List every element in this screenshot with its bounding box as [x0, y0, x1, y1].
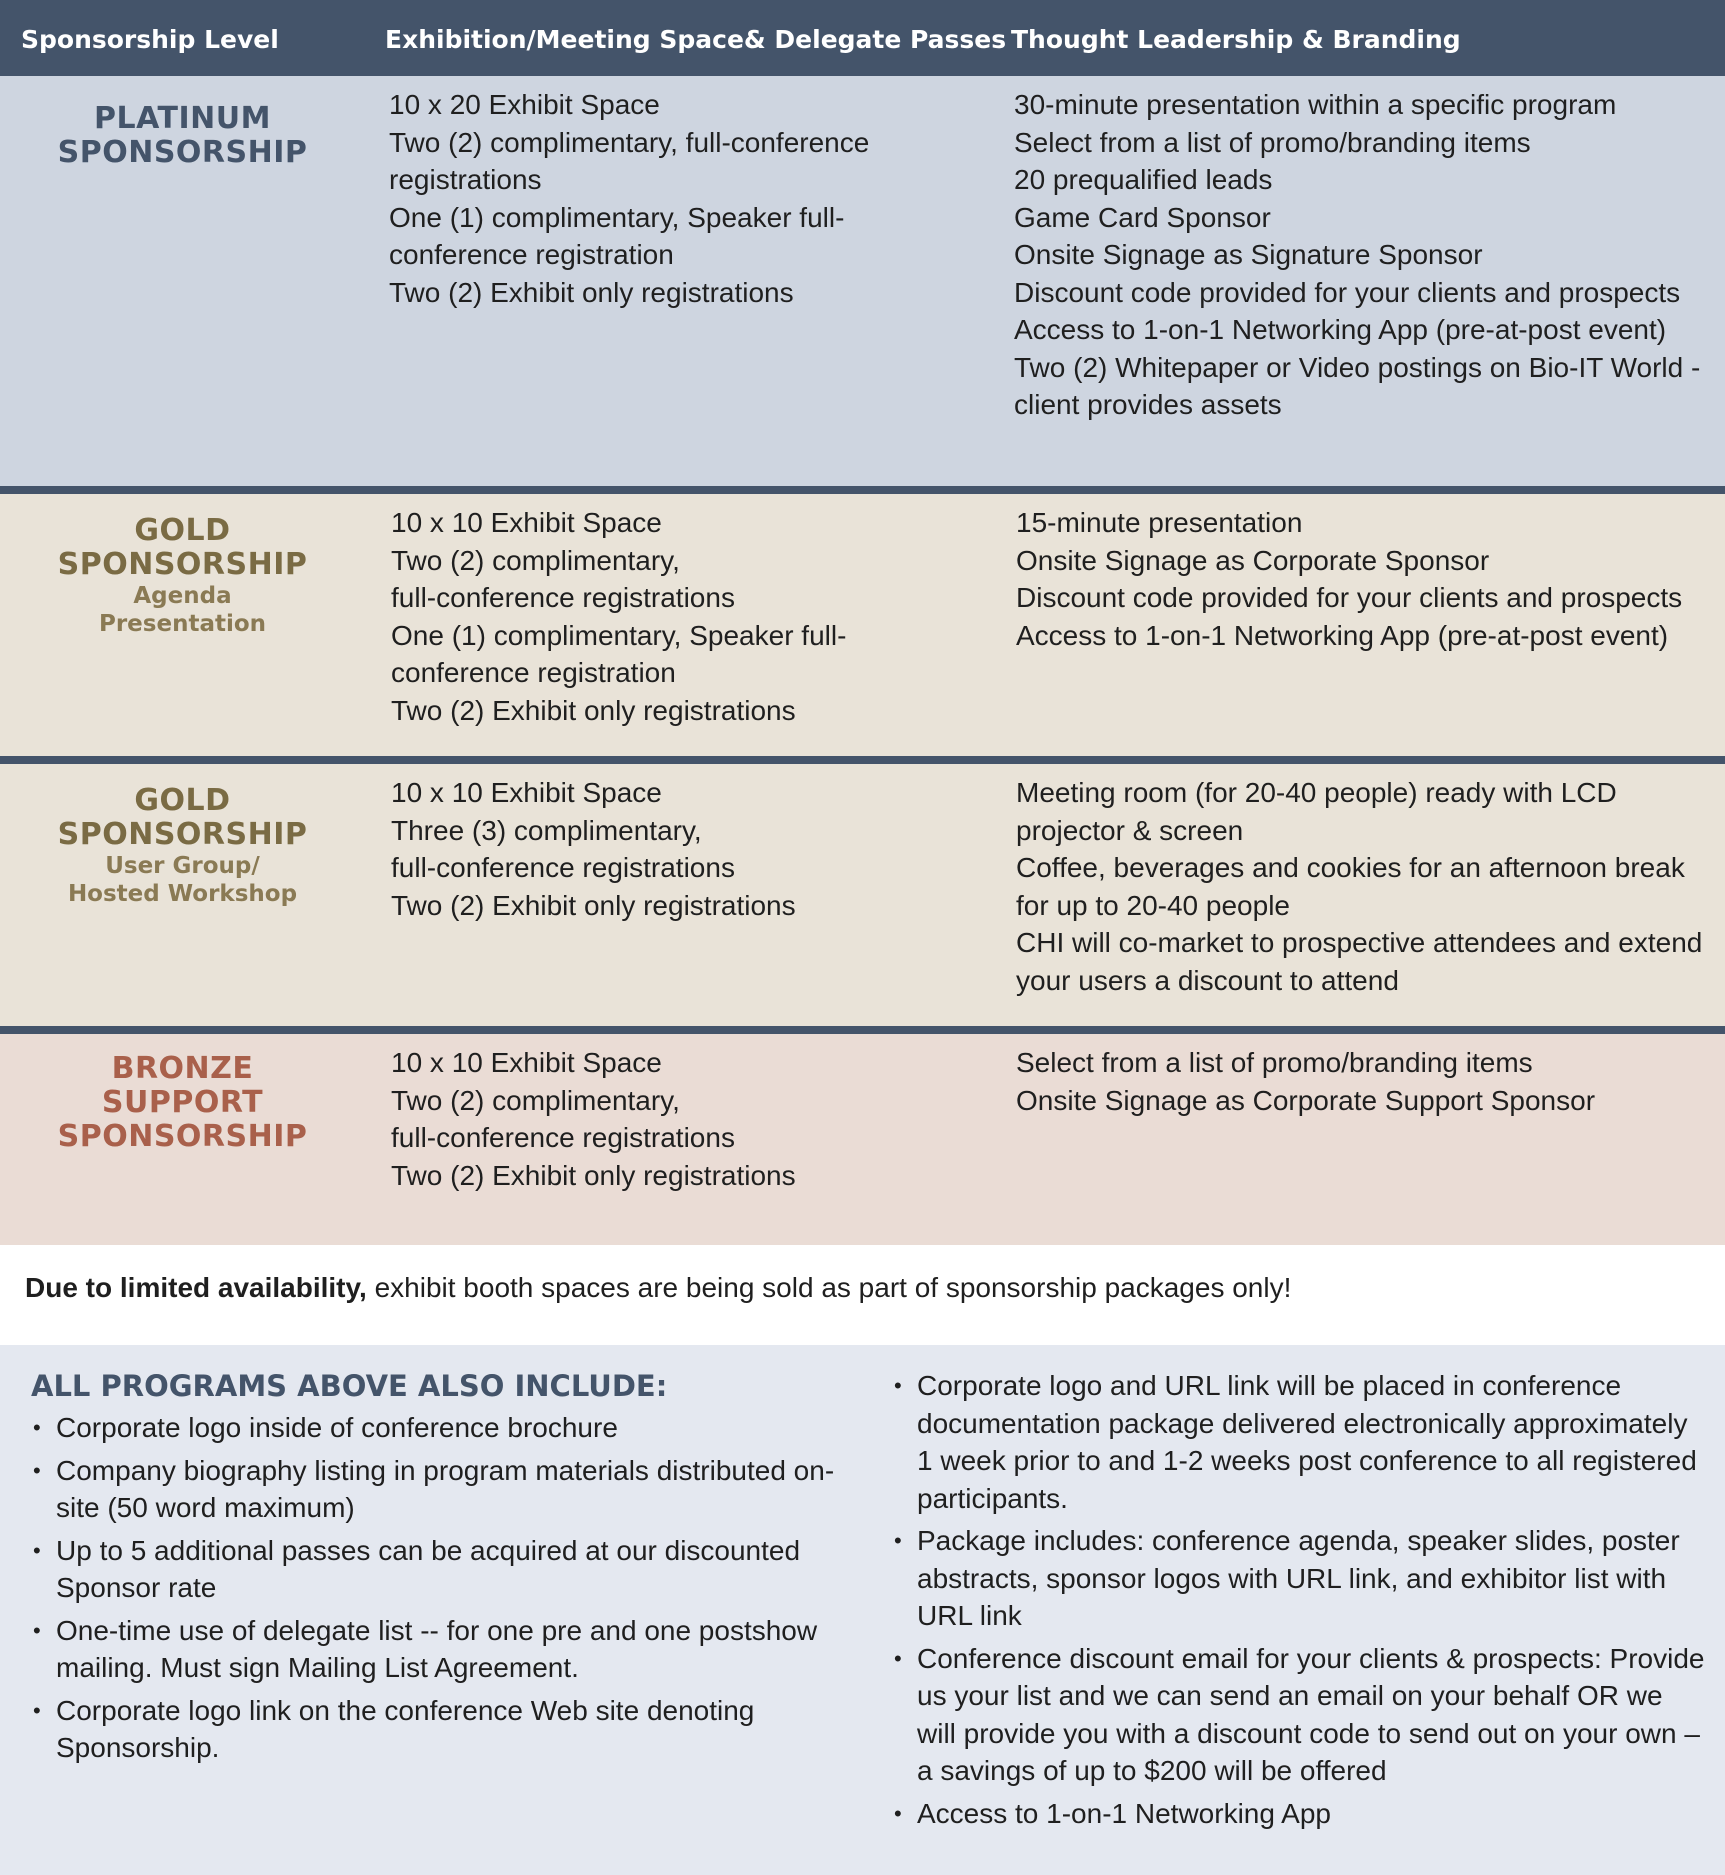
branding-item: CHI will co-market to prospective attendees and extend your users a discount to attend: [1016, 927, 1703, 996]
list-item-text: Corporate logo and URL link will be placed in conference documentation package delivered electronically approximately 1 week prior to and 1-2 weeks post conference to all registered participants.: [917, 1370, 1697, 1514]
branding-cell: [1016, 504, 1716, 654]
row-divider: [0, 1026, 1725, 1034]
list-item: [31, 1692, 861, 1767]
passes-item: One (1) complimentary, Speaker full-conference registration: [389, 201, 845, 270]
branding-cell: [1016, 1044, 1716, 1119]
bullet-icon: •: [894, 1373, 902, 1398]
bullet-icon: •: [33, 1537, 41, 1563]
passes-item: full-conference registrations: [391, 1122, 735, 1153]
bullet-icon: •: [33, 1457, 41, 1483]
level-line: PLATINUM: [94, 101, 271, 136]
passes-item: Two (2) Exhibit only registrations: [391, 694, 796, 726]
passes-item: 10 x 20 Exhibit Space: [389, 89, 660, 120]
level-line: SPONSORSHIP: [57, 1119, 308, 1154]
level-subtitle: User Group/: [105, 853, 260, 879]
level-line: BRONZE: [111, 1051, 254, 1086]
list-item-text: Up to 5 additional passes can be acquired at our discounted Sponsor rate: [56, 1534, 801, 1603]
header-thought-leadership: Thought Leadership & Branding: [1011, 25, 1461, 54]
passes-item: Two (2) Exhibit only registrations: [391, 1159, 796, 1191]
list-item: [892, 1795, 1707, 1833]
branding-item: Onsite Signage as Corporate Support Sponsor: [1016, 1084, 1596, 1116]
bullet-icon: •: [894, 1528, 902, 1553]
row-gold-workshop: [0, 764, 1725, 1026]
passes-item: Three (3) complimentary,: [391, 814, 702, 846]
branding-item: Onsite Signage as Corporate Sponsor: [1016, 544, 1490, 576]
list-item-text: One-time use of delegate list -- for one pre and one postshow mailing. Must sign Mailing List Agreement.: [56, 1614, 818, 1683]
row-bronze: [0, 1034, 1725, 1245]
branding-item: Coffee, beverages and cookies for an afternoon break for up to 20-40 people: [1016, 852, 1685, 921]
branding-item: Select from a list of promo/branding items: [1014, 126, 1531, 158]
list-item: [31, 1612, 861, 1687]
level-line: GOLD: [134, 513, 231, 548]
level-line: SPONSORSHIP: [57, 817, 308, 852]
bullet-icon: •: [894, 1800, 902, 1826]
level-name: [0, 784, 365, 908]
list-item: [892, 1367, 1707, 1517]
passes-item: Two (2) Exhibit only registrations: [389, 276, 794, 308]
branding-item: Discount code provided for your clients and prospects: [1014, 276, 1681, 308]
branding-item: 20 prequalified leads: [1014, 164, 1273, 195]
branding-item: Access to 1-on-1 Networking App (pre-at-post event): [1016, 619, 1669, 651]
list-item-text: Company biography listing in program materials distributed on-site (50 word maximum): [56, 1454, 835, 1523]
list-item: [892, 1522, 1707, 1635]
branding-item: Two (2) Whitepaper or Video postings on Bio-IT World - client provides assets: [1014, 351, 1701, 420]
includes-list-left: [31, 1409, 861, 1772]
passes-item: full-conference registrations: [391, 852, 735, 883]
passes-item: 10 x 10 Exhibit Space: [391, 1047, 662, 1078]
includes-list-right: [892, 1367, 1707, 1837]
passes-item: Two (2) complimentary, full-conference registrations: [389, 126, 870, 195]
list-item: [31, 1532, 861, 1607]
branding-item: 15-minute presentation: [1016, 507, 1303, 538]
includes-panel: [0, 1345, 1725, 1875]
notice-text: exhibit booth spaces are being sold as part of sponsorship packages only!: [366, 1272, 1292, 1303]
list-item-text: Access to 1-on-1 Networking App: [917, 1797, 1331, 1829]
passes-item: Two (2) Exhibit only registrations: [391, 889, 796, 921]
level-line: SUPPORT: [101, 1085, 264, 1120]
list-item: [31, 1409, 861, 1447]
level-subtitle: Presentation: [98, 611, 267, 637]
availability-notice: [25, 1270, 1705, 1306]
passes-cell: [391, 1044, 951, 1194]
branding-item: Select from a list of promo/branding items: [1016, 1047, 1533, 1078]
passes-item: Two (2) complimentary,: [391, 544, 680, 576]
header-exhibition-passes: Exhibition/Meeting Space& Delegate Passes: [385, 25, 1007, 54]
level-line: SPONSORSHIP: [57, 135, 308, 170]
level-name: [0, 102, 365, 170]
level-line: SPONSORSHIP: [57, 547, 308, 582]
row-divider: [0, 756, 1725, 764]
passes-cell: [389, 86, 949, 311]
level-line: GOLD: [134, 783, 231, 818]
branding-item: Discount code provided for your clients and prospects: [1016, 582, 1683, 613]
list-item-text: Package includes: conference agenda, speaker slides, poster abstracts, sponsor logos with URL link, and exhibitor list with URL link: [917, 1525, 1680, 1631]
level-subtitle: Agenda: [133, 583, 232, 609]
branding-item: Onsite Signage as Signature Sponsor: [1014, 239, 1483, 270]
level-name: [0, 1052, 365, 1154]
passes-item: full-conference registrations: [391, 582, 735, 613]
list-item: [31, 1452, 861, 1527]
table-header: [0, 0, 1725, 76]
passes-cell: [391, 504, 951, 729]
passes-item: Two (2) complimentary,: [391, 1084, 680, 1116]
bullet-icon: •: [894, 1645, 902, 1671]
passes-item: One (1) complimentary, Speaker full-conference registration: [391, 619, 847, 688]
passes-cell: [391, 774, 951, 924]
branding-item: Meeting room (for 20-40 people) ready with LCD projector & screen: [1016, 777, 1617, 846]
bullet-icon: •: [33, 1617, 41, 1643]
branding-cell: [1014, 86, 1714, 424]
bullet-icon: •: [33, 1415, 41, 1440]
bullet-icon: •: [33, 1697, 41, 1723]
header-sponsorship-level: Sponsorship Level: [21, 25, 279, 54]
row-platinum: [0, 76, 1725, 486]
row-divider: [0, 486, 1725, 494]
branding-item: 30-minute presentation within a specific program: [1014, 89, 1617, 120]
level-name: [0, 514, 365, 638]
list-item-text: Conference discount email for your clients & prospects: Provide us your list and we can send an email on your behalf OR we will provide you with a discount code to send out on your own – a savings of up to $200 will be offered: [917, 1642, 1705, 1786]
list-item-text: Corporate logo link on the conference Web site denoting Sponsorship.: [56, 1694, 755, 1763]
branding-item: Access to 1-on-1 Networking App (pre-at-post event): [1014, 314, 1667, 345]
passes-item: 10 x 10 Exhibit Space: [391, 777, 662, 808]
passes-item: 10 x 10 Exhibit Space: [391, 507, 662, 538]
level-subtitle: Hosted Workshop: [67, 881, 298, 907]
notice-bold: Due to limited availability,: [25, 1272, 367, 1303]
list-item: [892, 1640, 1707, 1790]
branding-cell: [1016, 774, 1716, 999]
list-item-text: Corporate logo inside of conference brochure: [56, 1412, 618, 1443]
includes-title: ALL PROGRAMS ABOVE ALSO INCLUDE:: [31, 1369, 668, 1403]
branding-item: Game Card Sponsor: [1014, 201, 1271, 233]
row-gold-agenda: [0, 494, 1725, 756]
